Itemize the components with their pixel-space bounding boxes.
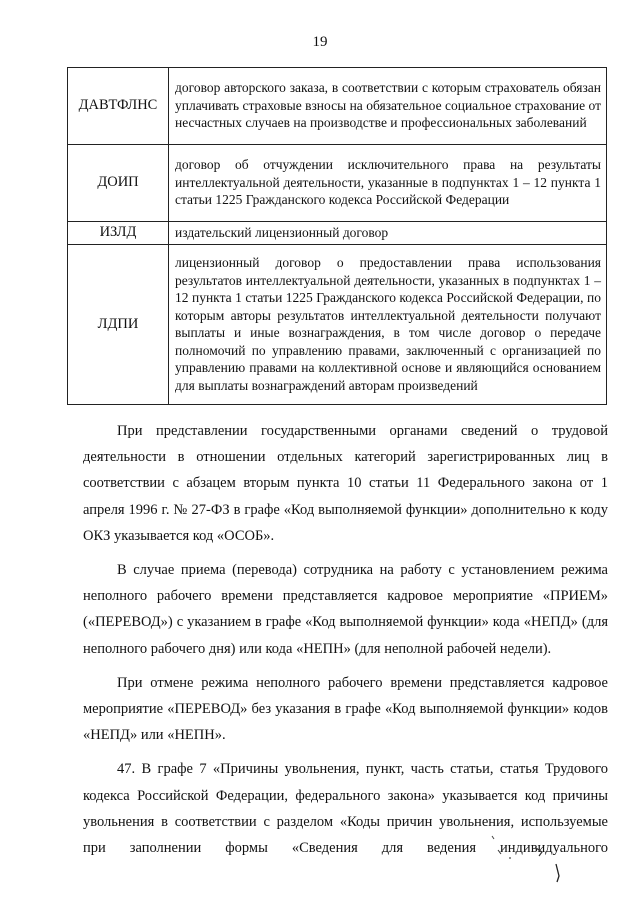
table-cell-code: ДАВТФЛНС <box>68 68 169 145</box>
paragraph: 47. В графе 7 «Причины увольнения, пункт, часть статьи, статья Трудового кодекса Российской Федерации, федерального закона» указывается код причины увольнения в соответствии с разделом «Коды причин увольнения, используемые при заполнении формы «Сведения для ведения индивидуального <box>83 761 608 857</box>
paragraph: При отмене режима неполного рабочего времени представляется кадровое мероприятие «ПЕРЕВОД» без указания в графе «Код выполняемой функции» кодов «НЕПД» или «НЕПН». <box>83 674 608 744</box>
body-text <box>83 418 608 861</box>
paragraph: В случае приема (перевода) сотрудника на работу с установлением режима неполного рабочего времени представляется кадровое мероприятие «ПРИЕМ» («ПЕРЕВОД») с указанием в графе «Код выполняемой функции» кода «НЕПД» (для неполного рабочего дня) или кода «НЕПН» (для неполной рабочей недели). <box>83 562 608 657</box>
table-row <box>68 245 607 405</box>
table-row <box>68 145 607 222</box>
table-cell-description: договор об отчуждении исключительного права на результаты интеллектуальной деятельности, указанные в подпунктах 1 – 12 пункта 1 статьи 1225 Гражданского кодекса Российской Федерации <box>169 145 607 222</box>
table-cell-description: издательский лицензионный договор <box>169 222 607 245</box>
table-row <box>68 222 607 245</box>
table-cell-code: ДОИП <box>68 145 169 222</box>
scan-specks <box>470 830 590 890</box>
codes-table <box>67 67 607 405</box>
table-cell-description: договор авторского заказа, в соответствии с которым страхователь обязан уплачивать страховые взносы на обязательное социальное страхование от несчастных случаев на производстве и профессиональных заболеваний <box>169 68 607 145</box>
page-number: 19 <box>312 34 328 50</box>
table-row <box>68 68 607 145</box>
table-cell-code: ЛДПИ <box>68 245 169 405</box>
paragraph: При представлении государственными органами сведений о трудовой деятельности в отношении отдельных категорий зарегистрированных лиц в соответствии с абзацем вторым пункта 10 статьи 11 Федерального закона от 1 апреля 1996 г. № 27-ФЗ в графе «Код выполняемой функции» дополнительно к коду ОКЗ указывается код «ОСОБ». <box>83 423 608 544</box>
table-cell-description: лицензионный договор о предоставлении права использования результатов интеллектуальной деятельности, указанных в подпунктах 1 – 12 пункта 1 статьи 1225 Гражданского кодекса Российской Федерации, по которым авторы результатов интеллектуальной деятельности получают выплаты и иные вознаграждения, в том числе договор о передаче полномочий по управлению правами, заключенный с организацией по управлению правами на коллективной основе и являющийся основанием для выплаты вознаграждений авторам произведений <box>169 245 607 405</box>
table-cell-code: ИЗЛД <box>68 222 169 245</box>
